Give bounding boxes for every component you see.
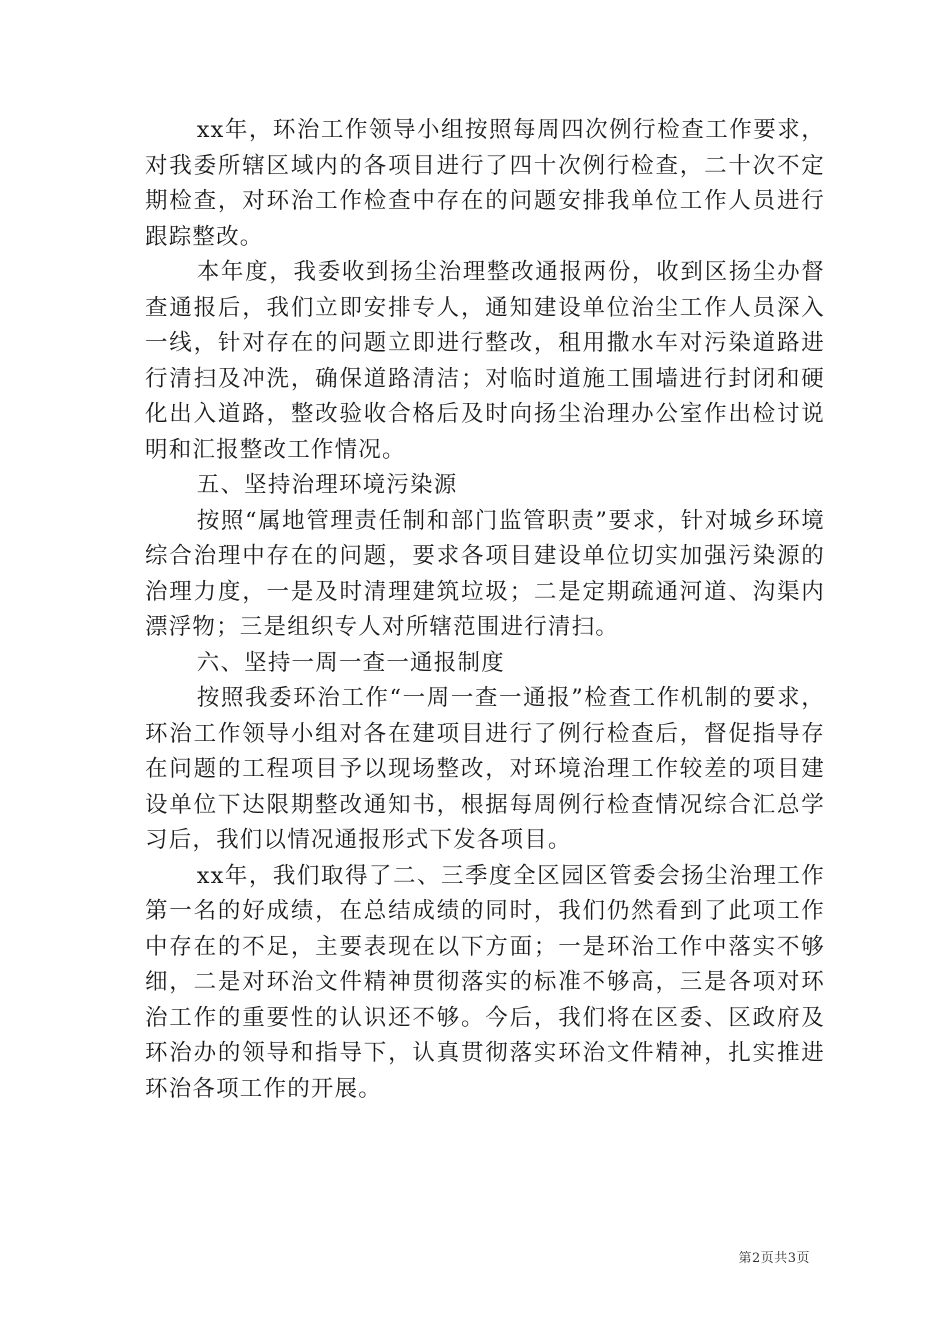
document-body xyxy=(145,113,825,1107)
paragraph-weekly-inspection: 按照我委环治工作“一周一查一通报”检查工作机制的要求，环治工作领导小组对各在建项目进行了例行检查后，督促指导存在问题的工程项目予以现场整改，对环境治理工作较差的项目建设单位下达限期整改通知书，根据每周例行检查情况综合汇总学习后，我们以情况通报形式下发各项目。 xyxy=(145,685,825,853)
section-heading-weekly-report: 六、坚持一周一查一通报制度 xyxy=(196,649,505,676)
paragraph-conclusion: xx年，我们取得了二、三季度全区园区管委会扬尘治理工作第一名的好成绩，在总结成绩的同时，我们仍然看到了此项工作中存在的不足，主要表现在以下方面；一是环治工作中落实不够细，二是对环治文件精神贯彻落实的标准不够高，三是各项对环治工作的重要性的认识还不够。今后，我们将在区委、区政府及环治办的领导和指导下，认真贯彻落实环治文件精神，扎实推进环治各项工作的开展。 xyxy=(145,862,825,1102)
paragraph-dust-rectification: 本年度，我委收到扬尘治理整改通报两份，收到区扬尘办督查通报后，我们立即安排专人，通知建设单位治尘工作人员深入一线，针对存在的问题立即进行整改，租用撒水车对污染道路进行清扫及冲洗，确保道路清洁；对临时道施工围墙进行封闭和硬化出入道路，整改验收合格后及时向扬尘治理办公室作出检讨说明和汇报整改工作情况。 xyxy=(145,259,825,463)
section-heading-pollution-sources: 五、坚持治理环境污染源 xyxy=(196,472,458,498)
paragraph-pollution-control: 按照“属地管理责任制和部门监管职责”要求，针对城乡环境综合治理中存在的问题，要求各项目建设单位切实加强污染源的治理力度，一是及时清理建筑垃圾；二是定期疏通河道、沟渠内漂浮物；三是组织专人对所辖范围进行清扫。 xyxy=(145,507,825,640)
paragraph-inspection-summary: xx年，环治工作领导小组按照每周四次例行检查工作要求，对我委所辖区域内的各项目进行了四十次例行检查，二十次不定期检查，对环治工作检查中存在的问题安排我单位工作人员进行跟踪整改。 xyxy=(145,117,825,250)
page-number: 第2页共3页 xyxy=(738,1251,810,1266)
